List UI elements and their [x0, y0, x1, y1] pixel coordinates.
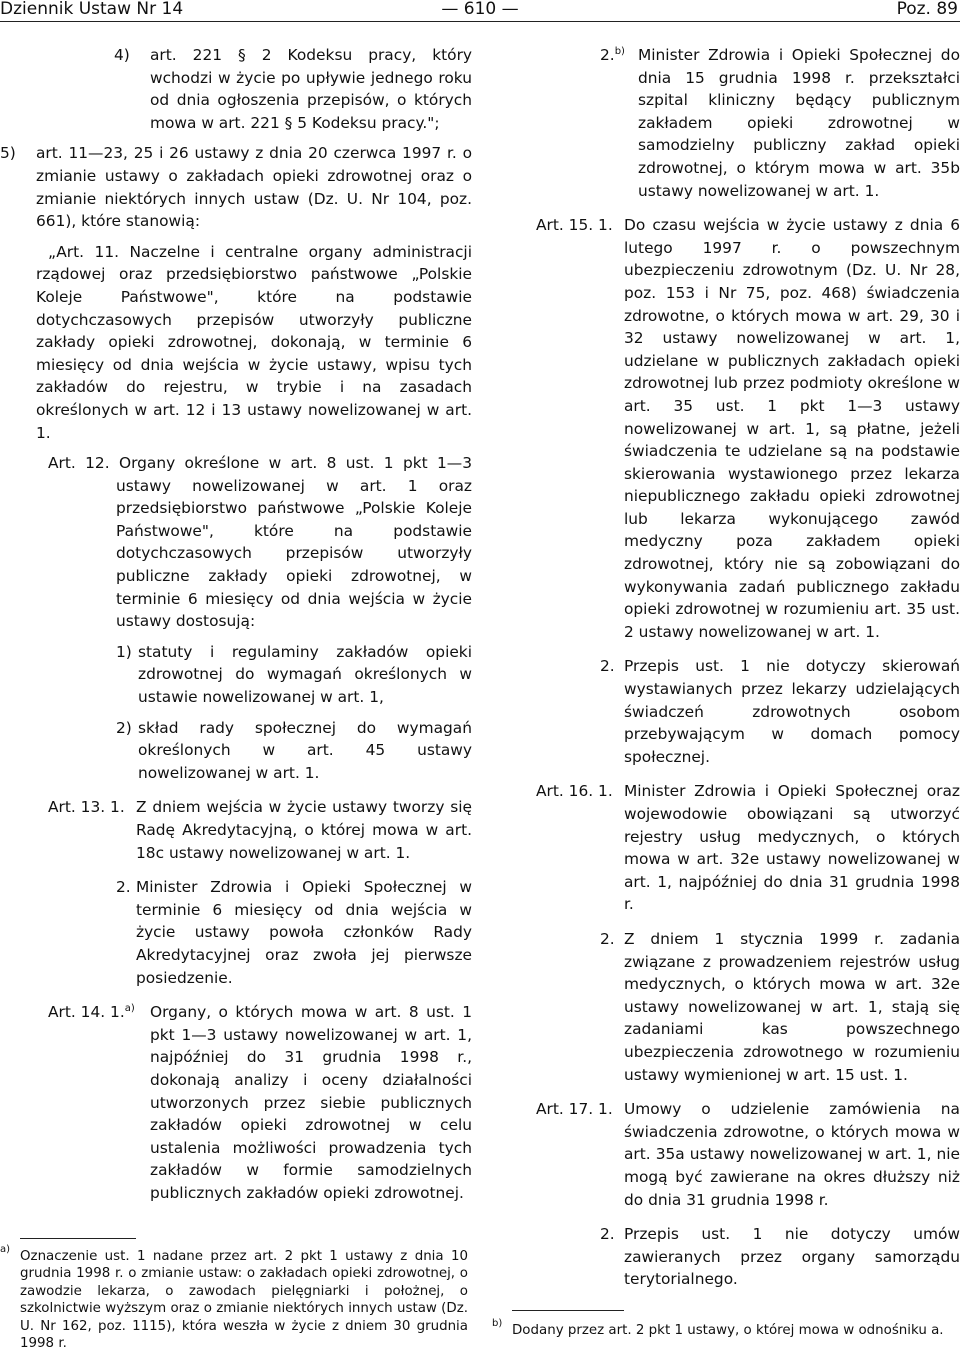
point-number: 1) [116, 642, 132, 661]
item-text: art. 11—23, 25 i 26 ustawy z dnia 20 czerwca 1997 r. o zmianie ustawy o zakładach opieki zdrowotnej oraz o zmianie niektórych innych ustaw (Dz. U. Nr 104, poz. 661), które stanowią: [36, 144, 472, 231]
art-12 [0, 452, 472, 633]
point-text: skład rady społecznej do wymagań określonych w art. 45 ustawy nowelizowanej w art. 1. [138, 718, 472, 782]
paragraph-text: Minister Zdrowia i Opieki Społecznej w terminie 6 miesięcy od dnia wejścia w życie ustawy powoła członków Rady Akredytacyjnej oraz zwoła jej pierwsze posiedzenie. [136, 878, 472, 987]
left-column [0, 44, 472, 1205]
right-column [538, 44, 960, 1291]
art-12-point-1 [0, 641, 472, 709]
footnote-mark-a: a) [0, 1244, 11, 1255]
art-15-2 [538, 655, 960, 768]
paragraph-number: 2. [600, 929, 615, 948]
article-text: Umowy o udzielenie zamówienia na świadczenia zdrowotne, o których mowa w art. 35a ustawy nowelizowanej w art. 1, nie mogą być zawierane na okres dłuższy niż do dnia 31 grudnia 1998 r. [624, 1100, 960, 1209]
article-text: Minister Zdrowia i Opieki Społecznej oraz wojewodowie obowiązani są utworzyć rejestry usług medycznych, o których mowa w art. 32e ustawy nowelizowanej w art. 1, najpóźniej do dnia 31 grudnia 1998 r. [624, 782, 960, 914]
paragraph-number [600, 44, 625, 67]
header-rule [0, 21, 960, 22]
art-11 [0, 241, 472, 444]
item-number: 5) [0, 144, 16, 163]
art-13-1 [0, 796, 472, 864]
journal-title: Dziennik Ustaw Nr 14 [0, 0, 184, 19]
paragraph-text: Z dniem 1 stycznia 1999 r. zadania związane z prowadzeniem rejestrów usług medycznych, o których mowa w art. 32e ustawy nowelizowanej w art. 1, stają się zadaniami kas powszechnego ubezpieczenia zdrowotnego w rozumieniu ustawy wymienionej w art. 15 ust. 1. [624, 929, 960, 1084]
article-text: Do czasu wejścia w życie ustawy z dnia 6 lutego 1997 r. o powszechnym ubezpieczeniu zdrowotnym (Dz. U. Nr 28, poz. 153 i Nr 75, poz. 468) świadczenia zdrowotne, o których mowa w art. 29, 30 i 32 ustawy nowelizowanej w art. 1, udzielane w publicznych zakładach opieki zdrowotnej lub przez podmioty określone w art. 35 ust. 1 pkt 1—3 ustawy nowelizowanej w art. 1, są płatne, jeżeli świadczenia te udzielane są na podstawie skierowania wystawionego przez lekarza niepublicznego zakładu opieki zdrowotnej lub lekarza wykonującego zawód medyczny poza zakładem opieki zdrowotnej, który nie są zobowiązani do wykonywania zadań publicznego zakładu opieki zdrowotnej w rozumieniu art. 35 ust. 2 ustawy nowelizowanej w art. 1. [624, 216, 960, 641]
art-14-2 [538, 44, 960, 202]
page-number: — 610 — [441, 0, 519, 19]
paragraph-number: 2. [116, 878, 131, 897]
item-5 [0, 142, 472, 232]
point-number: 2) [116, 718, 132, 737]
article-text: Art. 12. Organy określone w art. 8 ust. 1 pkt 1—3 ustawy nowelizowanej w art. 1 oraz przedsiębiorstwo państwowe „Polskie Koleje Państwowe", które na podstawie dotychczasowych przepisów utworzyły publiczne zakłady opieki zdrowotnej, w terminie 6 miesięcy od dnia wejścia w życie ustawy dostosują: [48, 454, 472, 631]
paragraph-number-text: 2. [600, 46, 615, 64]
art-13-2 [0, 876, 472, 989]
paragraph-text: Przepis ust. 1 nie dotyczy umów zawieranych przez organy samorządu terytorialnego. [624, 1225, 960, 1289]
art-16-1 [538, 780, 960, 916]
paragraph-number: 2. [600, 1225, 615, 1244]
footnote-rule-b [512, 1310, 624, 1311]
article-number: Art. 13. 1. [48, 798, 125, 817]
footnote-ref-a: a) [124, 1003, 135, 1015]
art-17-1 [538, 1098, 960, 1211]
article-number-text: Art. 14. 1. [48, 1003, 125, 1022]
article-number [48, 1001, 135, 1024]
art-15-1 [538, 214, 960, 643]
point-text: statuty i regulaminy zakładów opieki zdrowotnej do wymagań określonych w ustawie nowelizowanej w art. 1, [138, 642, 472, 707]
article-text: Z dniem wejścia w życie ustawy tworzy się Radę Akredytacyjną, o której mowa w art. 18c ustawy nowelizowanej w art. 1. [136, 798, 472, 862]
item-text: art. 221 § 2 Kodeksu pracy, który wchodzi w życie po upływie jednego roku od dnia ogłoszenia przepisów, o których mowa w art. 221 § 5 Kodeksu pracy."; [150, 46, 472, 132]
footnote-ref-b: b) [614, 45, 625, 57]
page-header [0, 0, 960, 22]
footnote-mark-b: b) [492, 1318, 503, 1329]
paragraph-number: 2. [600, 657, 615, 676]
footnote-b: Dodany przez art. 2 pkt 1 ustawy, o której mowa w odnośniku a. [512, 1323, 944, 1338]
footnote-rule-a [20, 1238, 136, 1239]
article-number: Art. 17. 1. [536, 1100, 613, 1119]
article-number: Art. 16. 1. [536, 782, 613, 801]
position-number: Poz. 89 [896, 0, 958, 19]
art-16-2 [538, 928, 960, 1086]
footnote-a: Oznaczenie ust. 1 nadane przez art. 2 pkt 1 ustawy z dnia 10 grudnia 1998 r. o zmianie ustaw: o zakładach opieki zdrowotnej, o zawodzie lekarza, o zawodach pielęgniarki i położnej, o szkolnictwie wyższym oraz o zmianie niektórych innych ustaw (Dz. U. Nr 162, poz. 1115), która weszła w życie z dniem 30 grudnia 1998 r. [20, 1249, 468, 1352]
paragraph-text: Przepis ust. 1 nie dotyczy skierowań wystawianych przez lekarzy udzielających świadczeń zdrowotnych osobom przebywającym w domach pomocy społecznej. [624, 657, 960, 766]
art-14-1 [0, 1001, 472, 1204]
item-4 [0, 44, 472, 134]
article-text: Organy, o których mowa w art. 8 ust. 1 pkt 1—3 ustawy nowelizowanej w art. 1, najpóźniej do 31 grudnia 1998 r., dokonają analizy i oceny działalności utworzonych przez siebie publicznych zakładów opieki zdrowotnej w celu ustalenia możliwości prowadzenia tych zakładów w formie samodzielnych publicznych zakładów opieki zdrowotnej. [150, 1003, 472, 1202]
article-number: Art. 15. 1. [536, 216, 613, 235]
item-number: 4) [114, 46, 130, 64]
art-17-2 [538, 1223, 960, 1291]
art-12-point-2 [0, 717, 472, 785]
paragraph-text: Minister Zdrowia i Opieki Społecznej do dnia 15 grudnia 1998 r. przekształci szpital kliniczny będący publicznym zakładem opieki zdrowotnej w samodzielny publiczny zakład opieki zdrowotnej, o którym mowa w art. 35b ustawy nowelizowanej w art. 1. [638, 46, 960, 200]
article-text: „Art. 11. Naczelne i centralne organy administracji rządowej oraz przedsiębiorstwo państwowe „Polskie Koleje Państwowe", które na podstawie dotychczasowych przepisów utworzyły publiczne zakłady opieki zdrowotnej, dokonają, w terminie 6 miesięcy od dnia wejścia w życie ustawy, wpisu tych zakładów do rejestru, w trybie i na zasadach określonych w art. 12 i 13 ustawy nowelizowanej w art. 1. [36, 242, 472, 442]
